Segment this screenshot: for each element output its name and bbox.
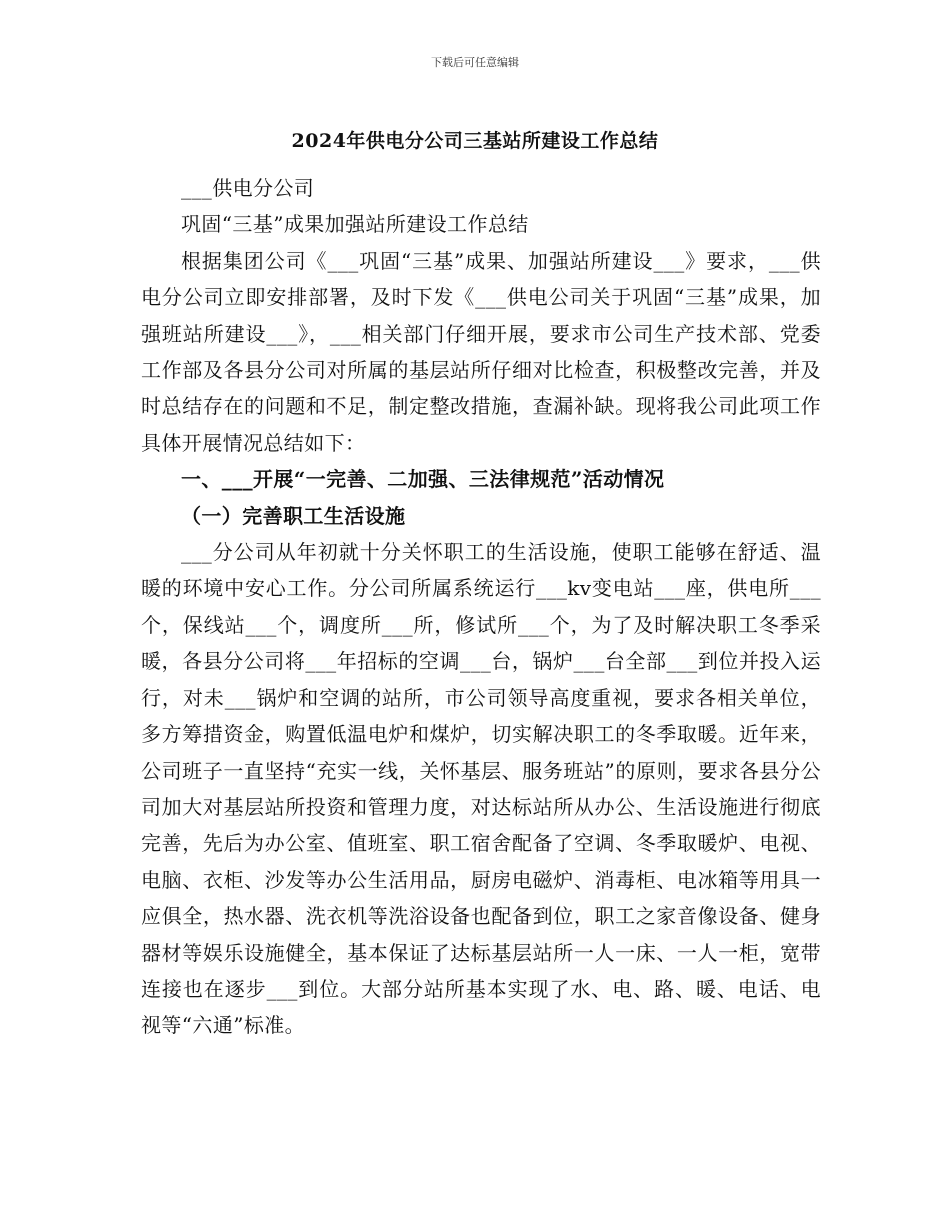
paragraph-company: ___供电分公司 [181, 176, 315, 200]
section-heading-1: 一、___开展“一完善、二加强、三法律规范”活动情况 [181, 467, 665, 492]
document-body [141, 170, 821, 1044]
paragraph-intro: 根据集团公司《___巩固“三基”成果、加强站所建设___》要求，___供电分公司立即安排部署，及时下发《___供电公司关于巩固“三基”成果，加强班站所建设___》，___相关部门仔细开展，要求市公司生产技术部、党委工作部及各县分公司对所属的基层站所仔细对比检查，积极整改完善，并及时总结存在的问题和不足，制定整改措施，查漏补缺。现将我公司此项工作具体开展情况总结如下： [141, 248, 821, 455]
document-title: 2024年供电分公司三基站所建设工作总结 [291, 130, 659, 152]
paragraph-facilities: ___分公司从年初就十分关怀职工的生活设施，使职工能够在舒适、温暖的环境中安心工作。分公司所属系统运行___kv变电站___座，供电所___个，保线站___个，调度所___所，修试所___个，为了及时解决职工冬季采暖，各县分公司将___年招标的空调___台，锅炉___台全部___到位并投入运行，对未___锅炉和空调的站所，市公司领导高度重视，要求各相关单位，多方筹措资金，购置低温电炉和煤炉，切实解决职工的冬季取暖。近年来，公司班子一直坚持“充实一线，关怀基层、服务班站”的原则，要求各县分公司加大对基层站所投资和管理力度，对达标站所从办公、生活设施进行彻底完善，先后为办公室、值班室、职工宿舍配备了空调、冬季取暖炉、电视、电脑、衣柜、沙发等办公生活用品，厨房电磁炉、消毒柜、电冰箱等用具一应俱全，热水器、洗衣机等洗浴设备也配备到位，职工之家音像设备、健身器材等娱乐设施健全，基本保证了达标基层站所一人一床、一人一柜，宽带连接也在逐步___到位。大部分站所基本实现了水、电、路、暖、电话、电视等“六通”标准。 [141, 540, 821, 1038]
subsection-heading-1: （一）完善职工生活设施 [181, 503, 406, 528]
paragraph-subtitle: 巩固“三基”成果加强站所建设工作总结 [181, 212, 529, 237]
header-note: 下载后可任意编辑 [431, 56, 519, 69]
